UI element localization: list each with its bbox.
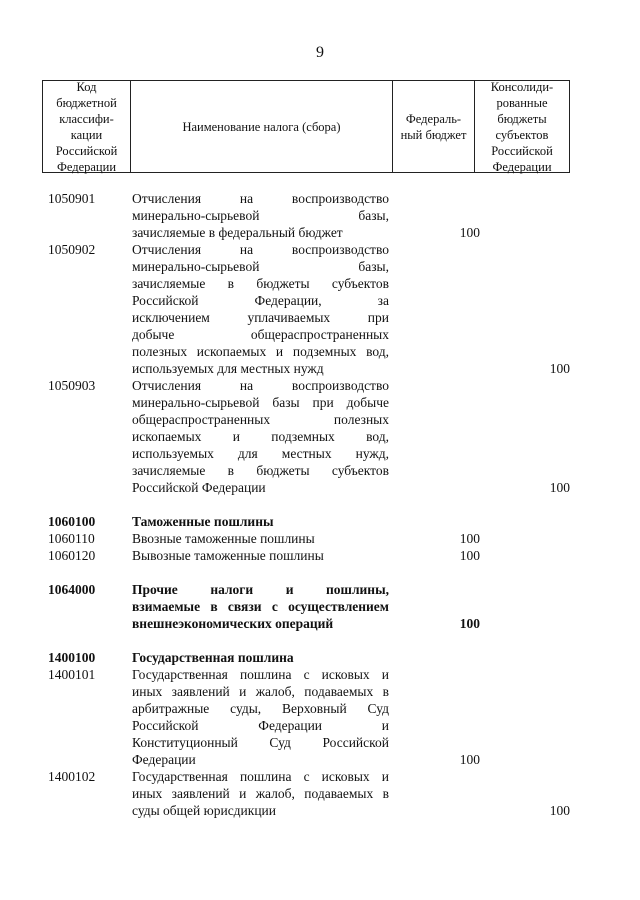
row-code: 1060110: [48, 531, 95, 546]
row-name: [132, 649, 389, 666]
row-name-line: арбитражные суды, Верховный Суд: [132, 701, 389, 716]
row-name-line: Российской Федерации: [132, 480, 266, 495]
row-name-line: минерально-сырьевой базы при добыче: [132, 395, 389, 410]
row-code: 1060100: [48, 514, 96, 529]
row-code: 1400102: [48, 769, 96, 784]
row-name-line: минерально-сырьевой базы,: [132, 208, 389, 223]
row-name-line: суды общей юрисдикции: [132, 803, 277, 818]
row-federal-value: 100: [459, 548, 480, 563]
row-name-line: используемых для местных нужд: [132, 361, 324, 376]
row-name: [132, 241, 389, 377]
row-regional-value: 100: [549, 361, 570, 376]
row-name-line: Ввозные таможенные пошлины: [132, 531, 315, 546]
row-name-line: общераспространенных полезных: [132, 412, 389, 427]
row-federal-value: 100: [459, 225, 480, 240]
row-code: 1400100: [48, 650, 96, 665]
row-name: [132, 581, 389, 632]
row-name-line: Федерации: [132, 752, 196, 767]
page-number: 9: [316, 44, 324, 61]
row-name-line: иных заявлений и жалоб, подаваемых в: [132, 684, 389, 699]
row-regional-value: 100: [549, 480, 570, 495]
row-name-line: Вывозные таможенные пошлины: [132, 548, 324, 563]
row-name-line: полезных ископаемых и подземных вод,: [132, 344, 389, 359]
row-name-line: Государственная пошлина: [132, 650, 294, 665]
row-name-line: ископаемых и подземных вод,: [132, 429, 389, 444]
row-name: [132, 530, 389, 547]
row-name: [132, 377, 389, 496]
row-name-line: Отчисления на воспроизводство: [132, 242, 389, 257]
header-code: Код бюджетной классифи- кации Российской Федерации: [43, 81, 131, 172]
row-name-line: минерально-сырьевой базы,: [132, 259, 389, 274]
row-name-line: Государственная пошлина с исковых и: [132, 769, 389, 784]
row-name-line: Таможенные пошлины: [132, 514, 274, 529]
row-name: [132, 513, 389, 530]
header-regional: Консолиди- рованные бюджеты субъектов Российской Федерации: [490, 79, 554, 174]
row-code: 1060120: [48, 548, 96, 563]
row-name-line: внешнеэкономических операций: [132, 616, 334, 631]
row-code: 1050902: [48, 242, 96, 257]
row-code: 1400101: [48, 667, 96, 682]
row-code: 1050903: [48, 378, 96, 393]
row-name-line: Прочие налоги и пошлины,: [132, 582, 389, 597]
row-federal-value: 100: [459, 752, 480, 767]
row-regional-value: 100: [549, 803, 570, 818]
row-name-line: Государственная пошлина с исковых и: [132, 667, 389, 682]
row-name-line: Российской Федерации и: [132, 718, 389, 733]
row-name-line: Отчисления на воспроизводство: [132, 191, 389, 206]
row-federal-value: 100: [459, 531, 480, 546]
row-name-line: исключением уплачиваемых при: [132, 310, 389, 325]
row-name-line: Отчисления на воспроизводство: [132, 378, 389, 393]
table-header: [42, 80, 570, 173]
row-federal-value: 100: [459, 616, 480, 631]
row-code: 1050901: [48, 191, 96, 206]
row-name-line: используемых для местных нужд,: [132, 446, 389, 461]
row-name-line: зачисляемые в федеральный бюджет: [132, 225, 343, 240]
row-name-line: Российской Федерации, за: [132, 293, 389, 308]
row-name: [132, 768, 389, 819]
row-name: [132, 190, 389, 241]
row-name-line: иных заявлений и жалоб, подаваемых в: [132, 786, 389, 801]
header-name: Наименование налога (сбора): [131, 81, 393, 172]
row-name-line: взимаемые в связи с осуществлением: [132, 599, 389, 614]
row-name-line: Конституционный Суд Российской: [132, 735, 389, 750]
row-name-line: добыче общераспространенных: [132, 327, 389, 342]
row-name: [132, 547, 389, 564]
row-name: [132, 666, 389, 768]
row-name-line: зачисляемые в бюджеты субъектов: [132, 276, 389, 291]
row-code: 1064000: [48, 582, 96, 597]
header-federal: Федераль- ный бюджет: [393, 81, 475, 172]
row-name-line: зачисляемые в бюджеты субъектов: [132, 463, 389, 478]
